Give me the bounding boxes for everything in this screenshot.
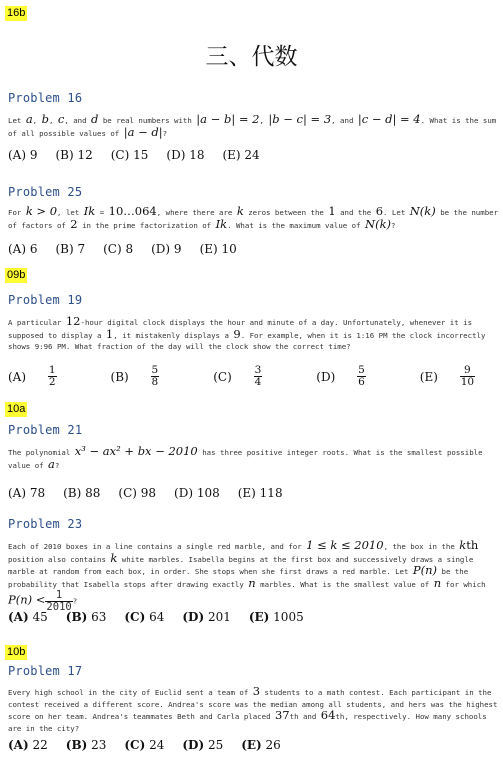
answer-choice: (E) 10: [199, 242, 237, 256]
problem-text: The polynomial x³ − ax² + bx − 2010 has three positive integer roots. What is the smallest possible value of a?: [8, 444, 483, 471]
problem-heading: Problem 25: [8, 185, 83, 199]
math-expression: k: [236, 204, 244, 218]
math-expression: |c − d| = 4: [357, 112, 421, 126]
math-expression: N(k): [365, 216, 392, 231]
answer-choice: (B) 7: [55, 242, 86, 256]
math-expression: N(k): [409, 204, 436, 218]
answer-choice: (B) $\frac{5}{8}$: [110, 364, 159, 388]
math-number: 1: [105, 326, 114, 341]
answer-choice: (D) 108: [174, 486, 220, 500]
answer-choice: (A) $\frac{1}{2}$: [8, 364, 56, 388]
math-number: 2: [70, 216, 78, 231]
math-number: 37: [274, 708, 290, 722]
answer-choices: [8, 486, 301, 500]
math-expression: P(n): [412, 563, 438, 577]
problem-text: Each of 2010 boxes in a line contains a single red marble, and for 1 ≤ k ≤ 2010, the box in the kth position also contains k white marbles. Isabella begins at the first box and successively draws a single marble at random from each box, in order. She stops when she first draws a red marble. Let P(n) be the probability that Isabella stops after drawing exactly n marbles. What is the smallest value of n for which P(n) < $\frac{1}{2010}$ ?: [8, 538, 486, 613]
math-expression: |a − b| = 2: [196, 112, 260, 126]
answer-choices-fractions: [8, 365, 503, 388]
math-expression: k: [459, 538, 467, 552]
math-expression: n: [248, 575, 256, 590]
math-expression: a: [25, 112, 33, 126]
answer-choice: (B) 88: [63, 486, 101, 500]
answer-choices: [8, 242, 255, 256]
math-fraction: $\frac{1}{2010}$: [46, 589, 72, 613]
problem-text: Let a, b, c, and d be real numbers with |a − b| = 2, |b − c| = 3, and |c − d| = 4. What is the sum of all possible values of |a − d|?: [8, 112, 497, 139]
answer-choice: (E) 1005: [248, 610, 304, 624]
answer-choice: (E) 118: [237, 486, 283, 500]
math-expression: 1 ≤ k ≤ 2010: [306, 538, 384, 552]
math-expression: b: [41, 112, 49, 126]
math-expression: d: [91, 112, 99, 126]
section-tag-16b: 16b: [7, 7, 26, 19]
answer-choices: [8, 610, 322, 624]
answer-choice: (A) 6: [8, 242, 38, 256]
answer-choice: (C) 24: [124, 738, 165, 752]
answer-choice: (C) $\frac{3}{4}$: [213, 364, 262, 388]
answer-choice: (C) 64: [124, 610, 165, 624]
math-expression: P(n) <: [8, 592, 46, 607]
problem-heading: Problem 19: [8, 293, 83, 307]
math-number: 64: [320, 708, 336, 722]
math-number: 12: [65, 314, 81, 328]
answer-choices: [8, 148, 278, 162]
section-tag-10a: 10a: [7, 403, 26, 415]
answer-choice: (B) 63: [65, 610, 107, 624]
answer-choice: (A) 45: [8, 610, 48, 624]
problem-text: For k > 0, let Ik = 10…064, where there are k zeros between the 1 and the 6. Let N(k) be the number of factors of 2 in the prime factorization of Ik. What is the maximum value of N(k)?: [8, 204, 499, 231]
math-expression: |a − d|: [123, 124, 163, 139]
math-expression: I: [83, 204, 89, 218]
answer-choice: (C) 15: [110, 148, 149, 162]
math-expression: a: [48, 456, 55, 471]
math-expression: k: [110, 550, 118, 565]
math-number: 6: [375, 204, 384, 218]
answer-choice: (C) 98: [118, 486, 157, 500]
answer-choice: (E) 26: [241, 738, 281, 752]
math-expression: x³ − ax² + bx − 2010: [74, 444, 198, 458]
answer-choice: (D) 18: [166, 148, 205, 162]
answer-choice: (C) 8: [103, 242, 134, 256]
answer-choice: (B) 12: [55, 148, 93, 162]
math-number: 10…064: [108, 204, 157, 218]
math-number: th: [466, 538, 479, 552]
answer-choice: (E) $\frac{9}{10}$: [419, 364, 475, 388]
problem-heading: Problem 21: [8, 423, 83, 437]
problem-heading: Problem 23: [8, 517, 83, 531]
math-expression: Ik: [215, 216, 228, 231]
math-expression: k > 0: [25, 204, 58, 218]
math-expression: |b − c| = 3: [268, 112, 332, 126]
math-expression: k: [88, 204, 96, 218]
math-expression: n: [433, 575, 442, 590]
problem-heading: Problem 16: [8, 91, 83, 105]
math-expression: c: [57, 112, 65, 126]
page-title: 三、代数: [205, 44, 298, 70]
math-number: 9: [233, 326, 241, 341]
answer-choices: [8, 738, 299, 752]
answer-choice: (A) 9: [8, 148, 38, 162]
answer-choice: (A) 22: [8, 738, 48, 752]
answer-choice: (D) 9: [151, 242, 182, 256]
answer-choice: (D) 201: [182, 610, 231, 624]
answer-choice: (D) $\frac{5}{6}$: [316, 364, 365, 388]
section-tag-10b: 10b: [7, 646, 26, 658]
problem-text: A particular 12-hour digital clock displays the hour and minute of a day. Unfortunately, whenever it is supposed to display a 1, it mistakenly displays a 9. For example, when it is 1:16 PM the clock incorrectly shows 9:96 PM. What fraction of the day will the clock show the correct time?: [8, 314, 486, 351]
problem-heading: Problem 17: [8, 664, 83, 678]
math-number: 3: [252, 684, 261, 698]
answer-choice: (A) 78: [8, 486, 46, 500]
answer-choice: (B) 23: [65, 738, 107, 752]
answer-choice: (E) 24: [222, 148, 260, 162]
problem-text: Every high school in the city of Euclid sent a team of 3 students to a math contest. Each participant in the contest received a different score. Andrea's score was the median among all students, and hers was the highest score on her team. Andrea's teammates Beth and Carla placed 37th and 64th, respectively. How many schools are in the city?: [8, 684, 498, 733]
section-tag-09b: 09b: [7, 269, 26, 281]
answer-choice: (D) 25: [182, 738, 224, 752]
math-number: 1: [328, 204, 336, 218]
